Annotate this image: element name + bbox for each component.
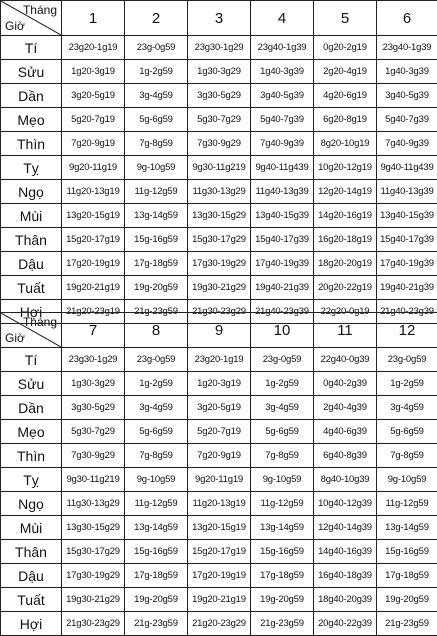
month-header: 4 (251, 1, 314, 36)
time-range-cell: 16g20-18g19 (314, 228, 377, 252)
corner-label-month: Tháng (23, 3, 57, 17)
time-range-cell: 23g40-1g39 (251, 36, 314, 60)
time-range-cell: 8g20-10g19 (314, 132, 377, 156)
corner-label-hour: Giờ (5, 19, 25, 33)
table-row (1, 204, 437, 228)
hour-label: Hợi (1, 612, 62, 636)
time-range-cell: 6g20-8g19 (314, 108, 377, 132)
time-range-cell: 13g30-15g29 (62, 516, 125, 540)
time-range-cell: 17g40-19g39 (251, 252, 314, 276)
time-range-cell: 20g40-22g39 (314, 612, 377, 636)
month-header: 10 (251, 313, 314, 348)
hour-label: Dậu (1, 252, 62, 276)
time-range-cell: 17g-18g59 (125, 564, 188, 588)
corner-label-month: Tháng (23, 315, 57, 329)
time-range-cell: 19g20-21g19 (62, 276, 125, 300)
time-range-cell: 3g40-5g39 (251, 84, 314, 108)
table-row (1, 252, 437, 276)
time-range-cell: 7g-8g59 (125, 132, 188, 156)
time-range-cell: 1g30-3g29 (188, 60, 251, 84)
time-range-cell: 23g-0g59 (251, 348, 314, 372)
time-range-cell: 19g30-21g29 (62, 588, 125, 612)
time-range-cell: 13g20-15g19 (62, 204, 125, 228)
time-range-cell: 9g30-11g219 (62, 468, 125, 492)
time-range-cell: 1g20-3g19 (188, 372, 251, 396)
time-range-cell: 13g20-15g19 (188, 516, 251, 540)
time-range-cell: 21g30-23g29 (188, 300, 251, 324)
time-range-cell: 2g20-4g19 (314, 60, 377, 84)
time-range-cell: 1g-2g59 (251, 372, 314, 396)
time-range-cell: 11g40-13g39 (377, 180, 437, 204)
time-range-cell: 21g-23g59 (251, 612, 314, 636)
month-header: 7 (62, 313, 125, 348)
time-range-cell: 16g40-18g39 (314, 564, 377, 588)
hour-label: Sửu (1, 60, 62, 84)
time-range-cell: 3g30-5g29 (62, 396, 125, 420)
time-range-cell: 3g-4g59 (377, 396, 437, 420)
time-range-cell: 12g40-14g39 (314, 516, 377, 540)
time-range-cell: 21g40-23g39 (377, 300, 437, 324)
corner-header (1, 313, 62, 348)
time-range-cell: 19g-20g59 (377, 588, 437, 612)
table-row (1, 468, 437, 492)
time-range-cell: 23g30-1g29 (62, 348, 125, 372)
time-range-cell: 3g30-5g29 (188, 84, 251, 108)
time-range-cell: 8g40-10g39 (314, 468, 377, 492)
hour-label: Mẹo (1, 108, 62, 132)
time-range-cell: 6g40-8g39 (314, 444, 377, 468)
time-range-cell: 21g-23g59 (377, 612, 437, 636)
time-range-cell: 1g30-3g29 (62, 372, 125, 396)
hour-label: Dậu (1, 564, 62, 588)
time-range-cell: 1g20-3g19 (62, 60, 125, 84)
hour-label: Tuất (1, 276, 62, 300)
time-range-cell: 5g-6g59 (125, 108, 188, 132)
time-range-cell: 14g40-16g39 (314, 540, 377, 564)
time-range-cell: 13g30-15g29 (188, 204, 251, 228)
time-range-cell: 15g30-17g29 (62, 540, 125, 564)
hour-label: Ngọ (1, 180, 62, 204)
time-range-cell: 4g40-6g39 (314, 420, 377, 444)
time-range-cell: 11g-12g59 (251, 492, 314, 516)
table-row (1, 132, 437, 156)
table-row (1, 84, 437, 108)
time-range-cell: 9g-10g59 (251, 468, 314, 492)
time-range-cell: 7g-8g59 (125, 444, 188, 468)
time-range-cell: 17g-18g59 (251, 564, 314, 588)
time-range-cell: 11g-12g59 (125, 180, 188, 204)
time-range-cell: 19g30-21g29 (188, 276, 251, 300)
hour-label: Dần (1, 84, 62, 108)
time-range-cell: 13g-14g59 (251, 516, 314, 540)
time-range-cell: 7g30-9g29 (62, 444, 125, 468)
hour-label: Tuất (1, 588, 62, 612)
table-row (1, 60, 437, 84)
time-range-cell: 3g-4g59 (125, 84, 188, 108)
time-range-cell: 15g-16g59 (377, 540, 437, 564)
time-table-months-7-12 (0, 312, 437, 636)
time-range-cell: 19g40-21g39 (251, 276, 314, 300)
time-range-cell: 3g20-5g19 (62, 84, 125, 108)
hour-label: Tí (1, 348, 62, 372)
time-range-cell: 5g30-7g29 (188, 108, 251, 132)
hour-label: Tỵ (1, 468, 62, 492)
table-row (1, 108, 437, 132)
time-range-cell: 21g-23g59 (125, 300, 188, 324)
time-range-cell: 3g40-5g39 (377, 84, 437, 108)
time-range-cell: 13g-14g59 (377, 516, 437, 540)
hour-label: Tí (1, 36, 62, 60)
table-row (1, 228, 437, 252)
time-range-cell: 10g40-12g39 (314, 492, 377, 516)
time-range-cell: 5g-6g59 (251, 420, 314, 444)
time-range-cell: 5g-6g59 (377, 420, 437, 444)
time-range-cell: 9g20-11g19 (188, 468, 251, 492)
time-range-cell: 9g30-11g219 (188, 156, 251, 180)
time-range-cell: 21g20-23g19 (62, 300, 125, 324)
time-range-cell: 11g-12g59 (377, 492, 437, 516)
time-range-cell: 15g-16g59 (125, 228, 188, 252)
time-range-cell: 19g-20g59 (125, 588, 188, 612)
time-range-cell: 1g-2g59 (377, 372, 437, 396)
time-range-cell: 23g20-1g19 (188, 348, 251, 372)
month-header: 8 (125, 313, 188, 348)
time-range-cell: 7g40-9g39 (377, 132, 437, 156)
time-range-cell: 15g20-17g19 (62, 228, 125, 252)
hour-label: Thân (1, 228, 62, 252)
hour-label: Hợi (1, 300, 62, 324)
time-range-cell: 5g30-7g29 (62, 420, 125, 444)
table-row (1, 276, 437, 300)
month-header-row (1, 313, 437, 348)
time-range-cell: 23g-0g59 (125, 348, 188, 372)
time-range-cell: 19g-20g59 (125, 276, 188, 300)
table-row (1, 564, 437, 588)
time-range-cell: 1g40-3g39 (251, 60, 314, 84)
hour-label: Thìn (1, 132, 62, 156)
time-range-cell: 9g-10g59 (125, 468, 188, 492)
hour-label: Tỵ (1, 156, 62, 180)
time-range-cell: 22g20-0g19 (314, 300, 377, 324)
month-header: 12 (377, 313, 437, 348)
time-range-cell: 19g-20g59 (251, 588, 314, 612)
time-range-cell: 11g20-13g19 (188, 492, 251, 516)
time-range-cell: 23g-0g59 (377, 348, 437, 372)
hour-label: Thân (1, 540, 62, 564)
time-range-cell: 17g20-19g19 (62, 252, 125, 276)
time-range-cell: 11g40-13g39 (251, 180, 314, 204)
time-range-cell: 7g30-9g29 (188, 132, 251, 156)
time-range-cell: 21g30-23g29 (62, 612, 125, 636)
time-range-cell: 3g20-5g19 (188, 396, 251, 420)
time-range-cell: 21g-23g59 (125, 612, 188, 636)
table-row (1, 516, 437, 540)
table-row (1, 372, 437, 396)
time-range-cell: 5g-6g59 (125, 420, 188, 444)
time-range-cell: 9g-10g59 (377, 468, 437, 492)
month-header: 3 (188, 1, 251, 36)
table-row (1, 396, 437, 420)
time-range-cell: 7g-8g59 (377, 444, 437, 468)
time-range-cell: 5g40-7g39 (251, 108, 314, 132)
time-range-cell: 23g40-1g39 (377, 36, 437, 60)
time-range-cell: 15g20-17g19 (188, 540, 251, 564)
time-range-cell: 4g20-6g19 (314, 84, 377, 108)
time-range-cell: 5g20-7g19 (62, 108, 125, 132)
time-range-cell: 19g20-21g19 (188, 588, 251, 612)
time-range-cell: 7g40-9g39 (251, 132, 314, 156)
hour-label: Dần (1, 396, 62, 420)
hour-label: Mùi (1, 516, 62, 540)
time-range-cell: 1g40-3g39 (377, 60, 437, 84)
hour-label: Ngọ (1, 492, 62, 516)
month-header: 9 (188, 313, 251, 348)
time-range-cell: 3g-4g59 (125, 396, 188, 420)
table-row (1, 36, 437, 60)
time-range-cell: 11g30-13g29 (62, 492, 125, 516)
time-range-cell: 15g40-17g39 (377, 228, 437, 252)
time-range-cell: 15g-16g59 (125, 540, 188, 564)
time-range-cell: 13g-14g59 (125, 204, 188, 228)
table-row (1, 348, 437, 372)
time-range-cell: 1g-2g59 (125, 372, 188, 396)
month-header: 1 (62, 1, 125, 36)
table-row (1, 420, 437, 444)
time-range-cell: 7g20-9g19 (188, 444, 251, 468)
time-range-cell: 13g40-15g39 (377, 204, 437, 228)
time-range-cell: 20g20-22g19 (314, 276, 377, 300)
time-range-cell: 1g-2g59 (125, 60, 188, 84)
time-range-cell: 10g20-12g19 (314, 156, 377, 180)
time-range-cell: 14g20-16g19 (314, 204, 377, 228)
time-range-cell: 17g-18g59 (377, 564, 437, 588)
table-row (1, 444, 437, 468)
time-range-cell: 17g30-19g29 (188, 252, 251, 276)
time-range-cell: 22g40-0g39 (314, 348, 377, 372)
time-range-cell: 9g40-11g439 (251, 156, 314, 180)
time-range-cell: 17g40-19g39 (377, 252, 437, 276)
time-range-cell: 11g30-13g29 (188, 180, 251, 204)
table-row (1, 180, 437, 204)
month-header-row (1, 1, 437, 36)
table-row (1, 588, 437, 612)
time-range-cell: 18g20-20g19 (314, 252, 377, 276)
time-range-cell: 12g20-14g19 (314, 180, 377, 204)
table-row (1, 492, 437, 516)
time-range-cell: 17g-18g59 (125, 252, 188, 276)
time-range-cell: 17g30-19g29 (62, 564, 125, 588)
time-range-cell: 17g20-19g19 (188, 564, 251, 588)
time-range-cell: 15g40-17g39 (251, 228, 314, 252)
time-range-cell: 3g-4g59 (251, 396, 314, 420)
time-range-cell: 0g20-2g19 (314, 36, 377, 60)
time-range-cell: 0g40-2g39 (314, 372, 377, 396)
corner-label-hour: Giờ (5, 331, 25, 345)
time-range-cell: 23g20-1g19 (62, 36, 125, 60)
time-range-cell: 19g40-21g39 (377, 276, 437, 300)
time-range-cell: 15g30-17g29 (188, 228, 251, 252)
time-range-cell: 21g40-23g39 (251, 300, 314, 324)
time-range-cell: 18g40-20g39 (314, 588, 377, 612)
month-header: 5 (314, 1, 377, 36)
table-row (1, 540, 437, 564)
time-range-cell: 11g-12g59 (125, 492, 188, 516)
time-range-cell: 21g20-23g29 (188, 612, 251, 636)
time-range-cell: 23g30-1g29 (188, 36, 251, 60)
month-header: 2 (125, 1, 188, 36)
time-range-cell: 9g-10g59 (125, 156, 188, 180)
time-range-cell: 13g40-15g39 (251, 204, 314, 228)
time-range-cell: 5g20-7g19 (188, 420, 251, 444)
time-range-cell: 7g20-9g19 (62, 132, 125, 156)
corner-header (1, 1, 62, 36)
month-header: 11 (314, 313, 377, 348)
hour-label: Thìn (1, 444, 62, 468)
time-range-cell: 13g-14g59 (125, 516, 188, 540)
time-range-cell: 9g20-11g19 (62, 156, 125, 180)
hour-label: Mùi (1, 204, 62, 228)
time-range-cell: 5g40-7g39 (377, 108, 437, 132)
time-range-cell: 2g40-4g39 (314, 396, 377, 420)
table-row (1, 156, 437, 180)
time-range-cell: 9g40-11g439 (377, 156, 437, 180)
month-header: 6 (377, 1, 437, 36)
time-range-cell: 23g-0g59 (125, 36, 188, 60)
time-range-cell: 11g20-13g19 (62, 180, 125, 204)
time-range-cell: 7g-8g59 (251, 444, 314, 468)
hour-label: Sửu (1, 372, 62, 396)
time-range-cell: 15g-16g59 (251, 540, 314, 564)
hour-label: Mẹo (1, 420, 62, 444)
